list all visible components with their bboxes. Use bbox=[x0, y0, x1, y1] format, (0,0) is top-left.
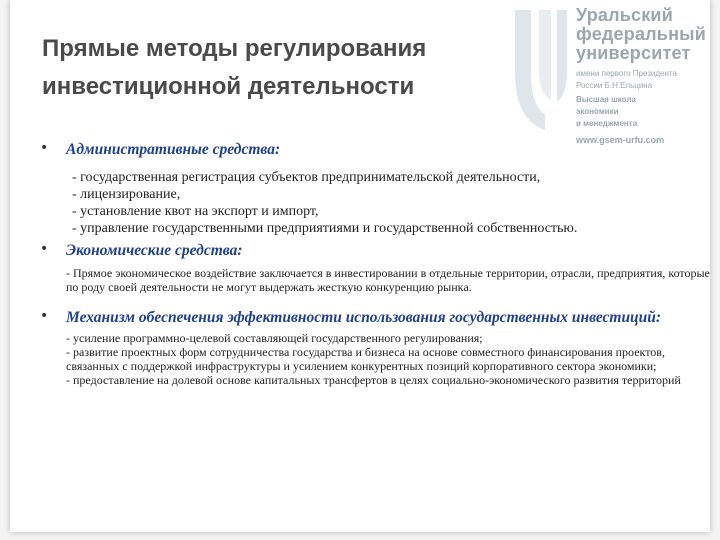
university-logo-text bbox=[576, 6, 720, 146]
logo-sub-line3: Высшая школа bbox=[576, 95, 636, 104]
slide-title-line1: Прямые методы регулирования bbox=[42, 35, 427, 62]
logo-sub-line2: России Б.Н.Ельцина bbox=[576, 81, 653, 90]
section-administrative bbox=[40, 140, 710, 237]
section-heading: Административные средства: bbox=[66, 141, 281, 158]
list-item: - установление квот на экспорт и импорт, bbox=[72, 204, 319, 219]
logo-name-line3: университет bbox=[576, 43, 691, 63]
list-item: - усиление программно-целевой составляющей государственного регулирования; bbox=[66, 331, 483, 345]
logo-name-line1: Уральский bbox=[576, 5, 673, 25]
list-item: - лицензирование, bbox=[72, 187, 181, 202]
logo-sub-line1: имени первого Президента bbox=[576, 69, 677, 78]
slide-title bbox=[42, 30, 562, 106]
slide bbox=[10, 0, 710, 532]
list-item: - государственная регистрация субъектов предпринимательской деятельности, bbox=[72, 170, 541, 185]
bullet: • bbox=[40, 308, 49, 324]
logo-sub-line4: экономики bbox=[576, 107, 619, 116]
section-mechanism bbox=[40, 308, 710, 387]
list-item: - развитие проектных форм сотрудничества государства и бизнеса на основе совместного финансирования проектов, связанных с поддержкой инфраструктуры и усилением конкурентных позиций корпоративного сектора экономики; bbox=[66, 345, 665, 373]
bullet: • bbox=[40, 241, 49, 257]
slide-title-line2: инвестиционной деятельности bbox=[42, 73, 415, 100]
logo-url: www.gsem-urfu.com bbox=[576, 135, 665, 145]
bullet: • bbox=[40, 140, 49, 156]
list-item: - предоставление на долевой основе капитальных трансфертов в целях социально-экономического развития территорий bbox=[66, 373, 681, 387]
logo-name-line2: федеральный bbox=[576, 24, 706, 44]
slide-body bbox=[40, 140, 710, 387]
section-economic bbox=[40, 241, 710, 294]
logo-sub-line5: и менеджмента bbox=[576, 119, 638, 128]
section-heading: Механизм обеспечения эффективности использования государственных инвестиций: bbox=[66, 309, 662, 326]
list-item: - управление государственными предприятиями и государственной собственностью. bbox=[72, 221, 578, 236]
section-heading: Экономические средства: bbox=[66, 242, 243, 259]
list-item: - Прямое экономическое воздействие заключается в инвестировании в отдельные территории, отрасли, предприятия, которые по роду своей деятельности не могут выдержать жесткую конкуренцию рынка. bbox=[66, 266, 710, 294]
